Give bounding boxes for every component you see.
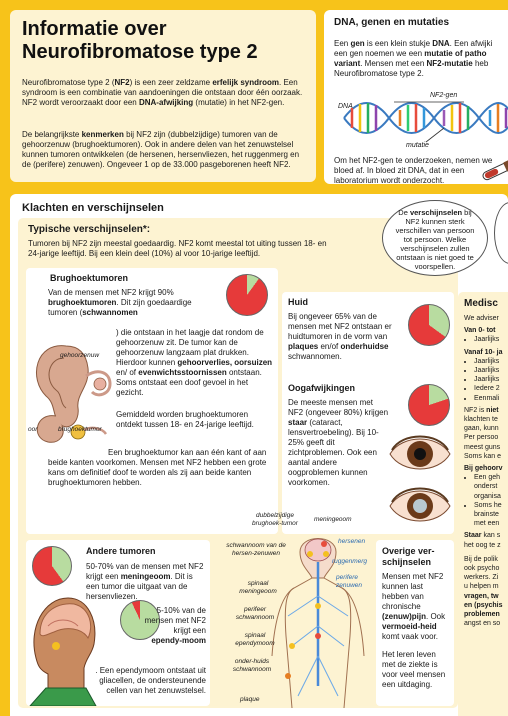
overige-card <box>376 540 454 706</box>
label-spinaal-ependymoom: spinaal ependymoom <box>235 632 275 647</box>
label-spinaal-meningeoom: spinaal meningeoom <box>239 580 277 595</box>
dna-paragraph-2: Om het NF2-gen te onderzoeken, nemen we bloed af. In bloed zit DNA, dat in een laboratorium wordt onderzocht. <box>334 156 493 184</box>
overige-paragraph-2: Het leren leven met de ziekte is voor veel mensen een uitdaging. <box>382 650 446 689</box>
typische-text: Tumoren bij NF2 zijn meestal goedaardig. NF2 komt meestal tot uiting tussen 18- en 24-jarige leeftijd. Bij een klein deel (10%) al voor 10-jarige leeftijd. <box>28 239 327 258</box>
brughoek-title: Brughoektumoren <box>50 273 129 283</box>
andere-paragraph-2b: . Een ependymoom ontstaat uit gliacellen, de ondersteunende cellen van het zenuwstelsel. <box>95 666 206 695</box>
klachten-title: Klachten en verschijnselen <box>22 202 164 214</box>
dna-card <box>324 10 508 184</box>
andere-title: Andere tumoren <box>86 546 156 556</box>
title-line-2: Neurofibromatose type 2 <box>22 41 258 63</box>
speech-bubble-2 <box>494 202 508 264</box>
label-hersenen: hersenen <box>338 538 366 545</box>
brughoek-paragraph-1: Van de mensen met NF2 krijgt 90% brughoektumoren. Dit zijn goedaardige tumoren (schwannomen <box>48 288 192 317</box>
brughoek-paragraph-2: Gemiddeld worden brughoektumoren ontdekt tussen 18- en 24-jarige leeftijd. <box>116 410 254 429</box>
intro-paragraph-1: Neurofibromatose type 2 (NF2) is een zeer zeldzame erfelijk syndroom. Een syndroom is een combinatie van aandoeningen die ontstaan door één oorzaak. NF2 wordt veroorzaakt door een DNA-afwijking (mutatie) in het NF2-gen. <box>22 78 303 107</box>
oog-pie-chart <box>408 384 450 426</box>
klachten-inner <box>18 218 458 708</box>
page-title <box>22 18 258 64</box>
blood-tube-icon <box>480 160 508 182</box>
overige-paragraph-1: Mensen met NF2 kunnen last hebben van chronische (zenuw)pijn. Ook vermoeid-heid komt vaak voor. <box>382 572 446 641</box>
dna-paragraph-1: Een gen is een klein stukje DNA. Een afwijki een gen noemen we een mutatie of patho variant. Mensen met een NF2-mutatie heb Neurofibromatose type 2. <box>334 39 493 78</box>
eye-illustration <box>388 430 452 532</box>
intro-paragraph-2: De belangrijkste kenmerken bij NF2 zijn (dubbelzijdige) tumoren van de gehoorzenuw (brughoektumoren). Ook in andere delen van het zenuwstelsel kunnen tumoren ontwikkelen (de hersenen, hersenvliezen, het ruggenmerg en de (perifere) zenuwen). Ongeveer 1 op de 33.000 pasgeborenen heeft NF2. <box>22 130 300 169</box>
huid-card <box>282 292 454 392</box>
label-brughoektumor: brughoektumor <box>58 426 102 433</box>
dna-title: DNA, genen en mutaties <box>334 17 450 28</box>
title-line-1: Informatie over <box>22 18 167 40</box>
label-schwannoom-hersenzenuwen: schwannoom van de hersen-zenuwen <box>226 542 286 557</box>
speech-bubble-text: De verschijnselen bij NF2 kunnen sterk verschillen van persoon tot persoon. Welke verschijnselen zullen ontstaan is niet goed te voorspellen. <box>395 208 475 271</box>
label-oor: oor <box>28 426 38 433</box>
label-gehoorzenuw: gehoorzenuw <box>60 352 100 359</box>
huid-title: Huid <box>288 297 308 307</box>
head-illustration <box>26 588 100 706</box>
andere-paragraph-2: 5-10% van de mensen met NF2 krijgt een ependy-moom <box>144 606 206 645</box>
oog-title: Oogafwijkingen <box>288 383 356 393</box>
huid-text: Bij ongeveer 65% van de mensen met NF2 ontstaan er huidtumoren in de vorm van plaques en/of onderhuidse schwannomen. <box>288 312 392 361</box>
label-onderhuids-schwannoom: onder-huids schwannoom <box>232 658 272 673</box>
label-dubbelzijdige: dubbelzijdige brughoek-tumor <box>252 512 298 527</box>
label-plaque: plaque <box>240 696 260 703</box>
andere-card <box>26 540 210 706</box>
brughoek-card <box>26 268 278 534</box>
oog-card <box>282 378 454 534</box>
andere-pie-chart-1 <box>32 546 72 586</box>
label-ruggenmerg: ruggenmerg <box>332 558 368 565</box>
overige-title: Overige ver-schijnselen <box>382 546 435 567</box>
medisch-title: Medisc <box>464 298 498 309</box>
huid-pie-chart <box>408 304 450 346</box>
label-mutatie: mutatie <box>406 142 429 149</box>
typische-title: Typische verschijnselen*: <box>28 224 151 235</box>
brughoek-paragraph-1b: ) die ontstaan in het laagje dat rondom de gehoorzenuw zit. De tumor kan de gehoorzenuw langzaam plat drukken. Hierdoor kunnen gehoorverlies, oorsuizen en/ of evenwichtsstoornissen ontstaan. Soms ontstaat een doof gevoel in het gezicht. <box>116 328 273 397</box>
oog-text: De meeste mensen met NF2 (ongeveer 80%) krijgen staar (cataract, lensvertroebeling). Bij 10-25% geeft dit zichtproblemen. Ook een aantal andere oogproblemen kunnen voorkomen. <box>288 398 389 487</box>
label-dna: DNA <box>338 103 353 110</box>
brughoek-paragraph-3: Een brughoektumor kan aan één kant of aan beide kanten voorkomen. Mensen met NF2 hebben een grote kans om definitief doof te worden als zij aan beide kanten brughoektumoren hebben. <box>48 448 267 487</box>
label-nf2-gen: NF2-gen <box>430 92 458 99</box>
medisch-content: Medisc We adviser Van 0- tot • Jaarlijks Vanaf 10- ja • Jaarlijks • Jaarlijks • Jaarlijks • Iedere 2 • Eenmali NF2 is niet klachten te gaan, kunn Per persoo meest guns Soms kan e Bij gehoorv • Een geh onderst organisa • Soms he brainste met een Staar kan s het oog te z Bij de polik ook psycho werkers. Zi u helpen m vragen, tw en (psychis problemen angst en so <box>464 298 508 629</box>
intro-card <box>10 10 316 182</box>
dna-helix-illustration <box>334 90 508 148</box>
label-meningeoom: meningeoom <box>314 516 352 523</box>
klachten-card <box>10 194 508 716</box>
label-perifeer-schwannoom: perifeer schwannoom <box>235 606 275 621</box>
andere-paragraph-1: 50-70% van de mensen met NF2 krijgt een meningeoom. Dit is een tumor die uitgaat van de hersenvliezen. <box>86 562 204 601</box>
brughoek-pie-chart <box>226 274 268 316</box>
label-perifere-zenuwen: perifere zenuwen <box>336 574 363 589</box>
